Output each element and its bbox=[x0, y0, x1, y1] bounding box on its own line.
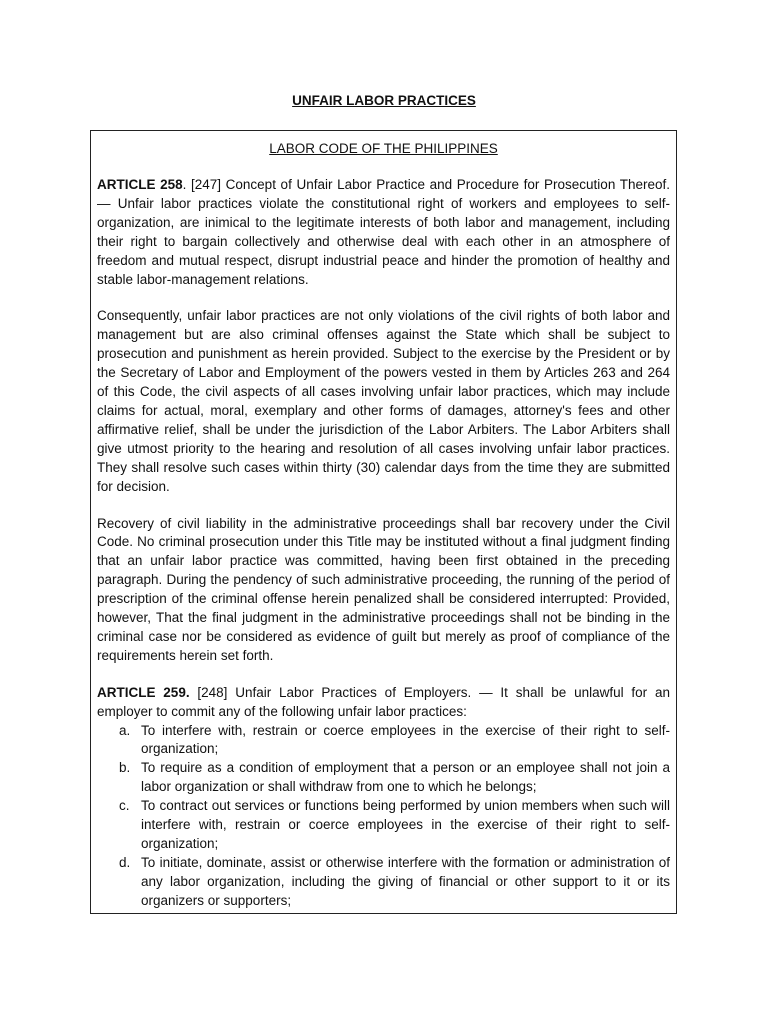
article-258-paragraph bbox=[97, 176, 670, 289]
list-item-text: To contract out services or functions being performed by union members when such will interfere with, restrain or coerce employees in the exercise of their right to self-organization; bbox=[141, 798, 670, 851]
article-258-text: . [247] Concept of Unfair Labor Practice and Procedure for Prosecution Thereof. — Unfair labor practices violate the constitutional right of workers and employees to self-organization, are inimical to the legitimate interests of both labor and management, including their right to bargain collectively and otherwise deal with each other in an atmosphere of freedom and mutual respect, disrupt industrial peace and hinder the promotion of healthy and stable labor-management relations. bbox=[97, 177, 670, 287]
list-item-text: To interfere with, restrain or coerce employees in the exercise of their right to self-organization; bbox=[141, 722, 670, 757]
list-item bbox=[97, 854, 670, 911]
article-258-label: ARTICLE 258 bbox=[97, 177, 183, 192]
article-259-text: [248] Unfair Labor Practices of Employers. — It shall be unlawful for an employer to commit any of the following unfair labor practices: bbox=[97, 684, 670, 719]
list-item bbox=[97, 759, 670, 797]
content-box bbox=[90, 130, 677, 914]
box-heading: LABOR CODE OF THE PHILIPPINES bbox=[269, 141, 498, 156]
list-item-letter: b. bbox=[119, 760, 131, 776]
list-item-text: To require as a condition of employment that a person or an employee shall not join a labor organization or shall withdraw from one to which he belongs; bbox=[141, 760, 670, 795]
list-item-letter: d. bbox=[119, 854, 131, 870]
list-item bbox=[97, 722, 670, 760]
paragraph-2: Consequently, unfair labor practices are not only violations of the civil rights of both labor and management but are also criminal offenses against the State which shall be subject to prosecution and punishment as herein provided. Subject to the exercise by the President or by the Secretary of Labor and Employment of the powers vested in them by Articles 263 and 264 of this Code, the civil aspects of all cases involving unfair labor practices, which may include claims for actual, moral, exemplary and other forms of damages, attorney's fees and other affirmative relief, shall be under the jurisdiction of the Labor Arbiters. The Labor Arbiters shall give utmost priority to the hearing and resolution of all cases involving unfair labor practices. They shall resolve such cases within thirty (30) calendar days from the time they are submitted for decision. bbox=[97, 308, 670, 494]
article-259-label: ARTICLE 259. bbox=[97, 684, 190, 700]
article-259-paragraph bbox=[97, 684, 670, 722]
paragraph-3: Recovery of civil liability in the administrative proceedings shall bar recovery under the Civil Code. No criminal prosecution under this Title may be instituted without a final judgment finding that an unfair labor practice was committed, having been first obtained in the preceding paragraph. During the pendency of such administrative proceeding, the running of the period of prescription of the criminal offense herein penalized shall be considered interrupted: Provided, however, That the final judgment in the administrative proceedings shall not be binding in the criminal case nor be considered as evidence of guilt but merely as proof of compliance of the requirements herein set forth. bbox=[97, 515, 670, 663]
list-item-text: To initiate, dominate, assist or otherwise interfere with the formation or administration of any labor organization, including the giving of financial or other support to it or its organizers or supporters; bbox=[141, 854, 670, 908]
document-title: UNFAIR LABOR PRACTICES bbox=[292, 93, 476, 108]
list-item bbox=[97, 797, 670, 854]
list-item-letter: a. bbox=[119, 722, 131, 738]
list-item-letter: c. bbox=[119, 798, 130, 814]
article-259-list bbox=[97, 722, 670, 911]
